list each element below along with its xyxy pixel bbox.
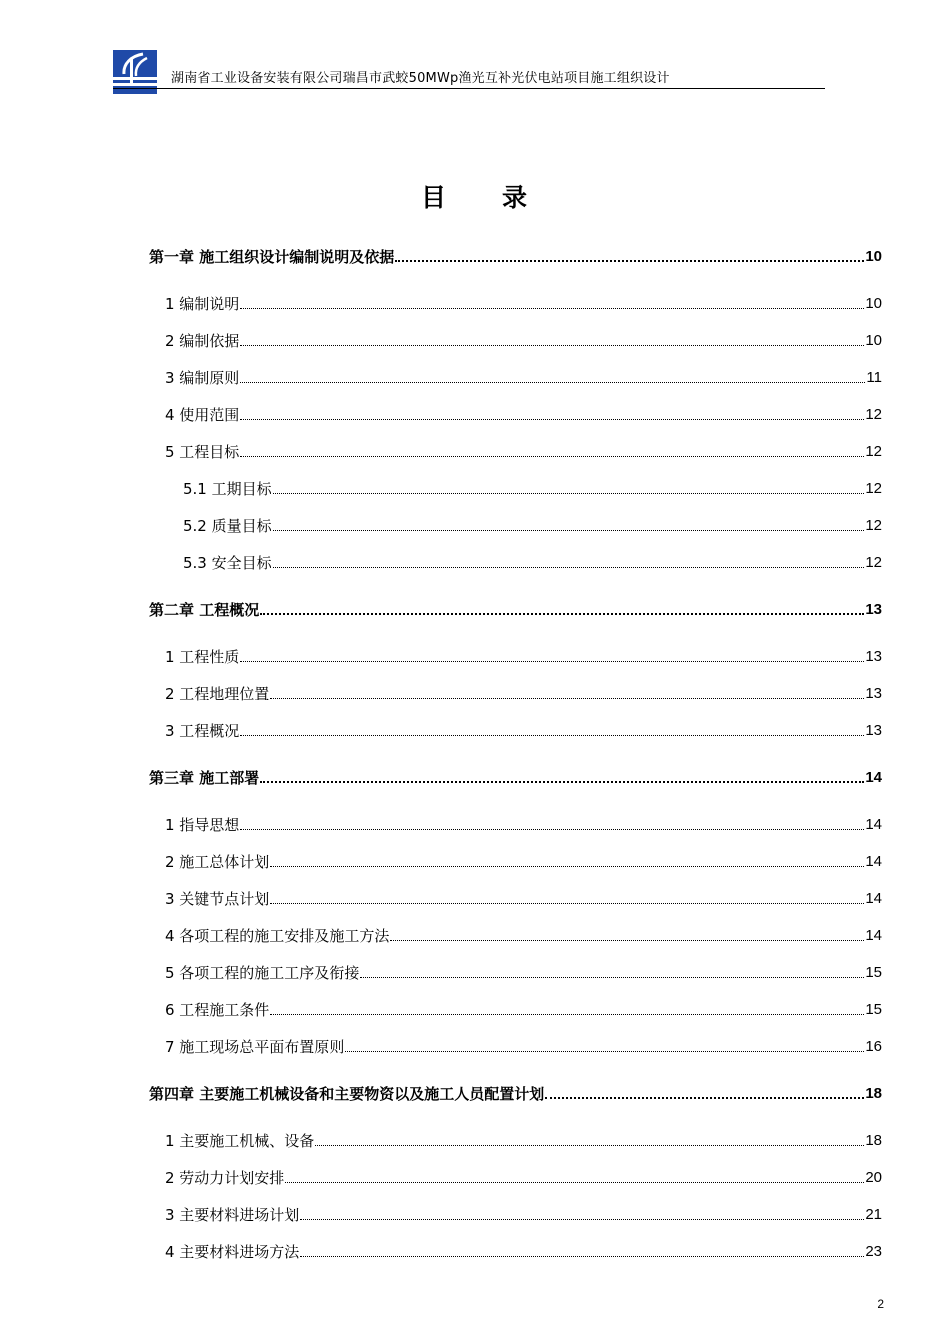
toc-chapter-entry[interactable] (149, 598, 882, 620)
toc-chapter-entry[interactable] (149, 245, 882, 267)
toc-entry-label: 5.2 质量目标 (183, 517, 272, 535)
toc-entry-page: 12 (865, 517, 882, 534)
toc-entry-label: 1 工程性质 (165, 648, 240, 666)
toc-entry[interactable] (165, 292, 882, 314)
toc-entry-page: 18 (865, 1132, 882, 1149)
toc-entry[interactable] (165, 1129, 882, 1151)
toc-entry-page: 14 (865, 853, 882, 870)
toc-dot-leader (395, 260, 864, 262)
toc-entry-label: 第四章 主要施工机械设备和主要物资以及施工人员配置计划 (149, 1085, 545, 1103)
toc-entry[interactable] (165, 1203, 882, 1225)
toc-dot-leader (300, 1219, 864, 1220)
toc-entry[interactable] (183, 551, 882, 573)
toc-entry[interactable] (183, 477, 882, 499)
toc-entry-page: 12 (865, 480, 882, 497)
toc-entry-label: 7 施工现场总平面布置原则 (165, 1038, 345, 1056)
toc-dot-leader (240, 661, 864, 662)
toc-dot-leader (240, 419, 864, 420)
toc-entry-label: 5 工程目标 (165, 443, 240, 461)
toc-entry-page: 15 (865, 964, 882, 981)
toc-entry-label: 2 施工总体计划 (165, 853, 270, 871)
toc-chapter-entry[interactable] (149, 766, 882, 788)
toc-entry-page: 12 (865, 554, 882, 571)
toc-dot-leader (240, 456, 864, 457)
toc-chapter-entry[interactable] (149, 1082, 882, 1104)
toc-title: 目 录 (420, 183, 529, 212)
page-number: 2 (877, 1297, 884, 1311)
toc-entry-page: 10 (865, 332, 882, 349)
toc-dot-leader (240, 382, 865, 383)
toc-entry-page: 14 (865, 769, 882, 786)
toc-dot-leader (240, 735, 864, 736)
toc-entry-label: 2 劳动力计划安排 (165, 1169, 285, 1187)
toc-entry-page: 16 (865, 1038, 882, 1055)
toc-entry-label: 2 编制依据 (165, 332, 240, 350)
toc-entry[interactable] (165, 719, 882, 741)
toc-dot-leader (273, 567, 865, 568)
toc-dot-leader (545, 1097, 864, 1099)
toc-entry-page: 18 (865, 1085, 882, 1102)
toc-dot-leader (240, 308, 864, 309)
toc-dot-leader (273, 530, 865, 531)
toc-entry-page: 13 (865, 601, 882, 618)
toc-dot-leader (270, 866, 864, 867)
toc-entry[interactable] (165, 998, 882, 1020)
toc-entry-label: 第三章 施工部署 (149, 769, 260, 787)
toc-dot-leader (240, 829, 864, 830)
toc-dot-leader (285, 1182, 864, 1183)
toc-entry[interactable] (165, 887, 882, 909)
toc-entry-label: 6 工程施工条件 (165, 1001, 270, 1019)
toc-entry-label: 4 各项工程的施工安排及施工方法 (165, 927, 390, 945)
toc-entry[interactable] (165, 645, 882, 667)
toc-entry-page: 14 (865, 927, 882, 944)
toc-entry-label: 5.3 安全目标 (183, 554, 272, 572)
toc-entry-page: 10 (865, 295, 882, 312)
toc-entry-label: 4 使用范围 (165, 406, 240, 424)
toc-entry[interactable] (165, 440, 882, 462)
toc-entry-label: 第一章 施工组织设计编制说明及依据 (149, 248, 395, 266)
toc-entry-page: 14 (865, 816, 882, 833)
toc-entry-page: 21 (865, 1206, 882, 1223)
toc-entry-label: 3 工程概况 (165, 722, 240, 740)
toc-entry-label: 1 主要施工机械、设备 (165, 1132, 315, 1150)
toc-entry[interactable] (183, 514, 882, 536)
toc-entry-label: 1 指导思想 (165, 816, 240, 834)
toc-entry[interactable] (165, 924, 882, 946)
toc-entry-page: 13 (865, 685, 882, 702)
toc-entry-page: 11 (866, 369, 882, 386)
toc-entry[interactable] (165, 329, 882, 351)
toc-dot-leader (390, 940, 864, 941)
toc-entry-label: 1 编制说明 (165, 295, 240, 313)
toc-entry-label: 2 工程地理位置 (165, 685, 270, 703)
toc-entry-page: 15 (865, 1001, 882, 1018)
toc-entry-page: 12 (865, 443, 882, 460)
toc-entry-label: 3 编制原则 (165, 369, 240, 387)
toc-entry-page: 12 (865, 406, 882, 423)
toc-entry-page: 10 (865, 248, 882, 265)
toc-entry-label: 5 各项工程的施工工序及衔接 (165, 964, 360, 982)
toc-entry-label: 第二章 工程概况 (149, 601, 260, 619)
toc-entry-page: 13 (865, 722, 882, 739)
toc-dot-leader (270, 1014, 864, 1015)
toc-entry-page: 13 (865, 648, 882, 665)
toc-entry[interactable] (165, 682, 882, 704)
toc-dot-leader (345, 1051, 864, 1052)
toc-dot-leader (315, 1145, 864, 1146)
toc-entry-page: 23 (865, 1243, 882, 1260)
toc-entry-label: 3 关键节点计划 (165, 890, 270, 908)
toc-dot-leader (300, 1256, 864, 1257)
toc-entry-label: 4 主要材料进场方法 (165, 1243, 300, 1261)
header-title: 湖南省工业设备安装有限公司瑞昌市武蛟50MWp渔光互补光伏电站项目施工组织设计 (171, 71, 670, 86)
toc-dot-leader (240, 345, 864, 346)
toc-entry[interactable] (165, 403, 882, 425)
toc-dot-leader (360, 977, 864, 978)
toc-entry-page: 14 (865, 890, 882, 907)
toc-entry[interactable] (165, 1166, 882, 1188)
toc-entry[interactable] (165, 1240, 882, 1262)
toc-dot-leader (260, 781, 864, 783)
toc-entry[interactable] (165, 813, 882, 835)
toc-entry[interactable] (165, 961, 882, 983)
toc-dot-leader (273, 493, 865, 494)
toc-entry-page: 20 (865, 1169, 882, 1186)
toc-entry-label: 5.1 工期目标 (183, 480, 272, 498)
toc-dot-leader (260, 613, 864, 615)
toc-dot-leader (270, 903, 864, 904)
toc-entry-label: 3 主要材料进场计划 (165, 1206, 300, 1224)
toc-entry[interactable] (165, 850, 882, 872)
toc-dot-leader (270, 698, 864, 699)
toc-entry[interactable] (165, 1035, 882, 1057)
toc-entry[interactable] (165, 366, 882, 388)
